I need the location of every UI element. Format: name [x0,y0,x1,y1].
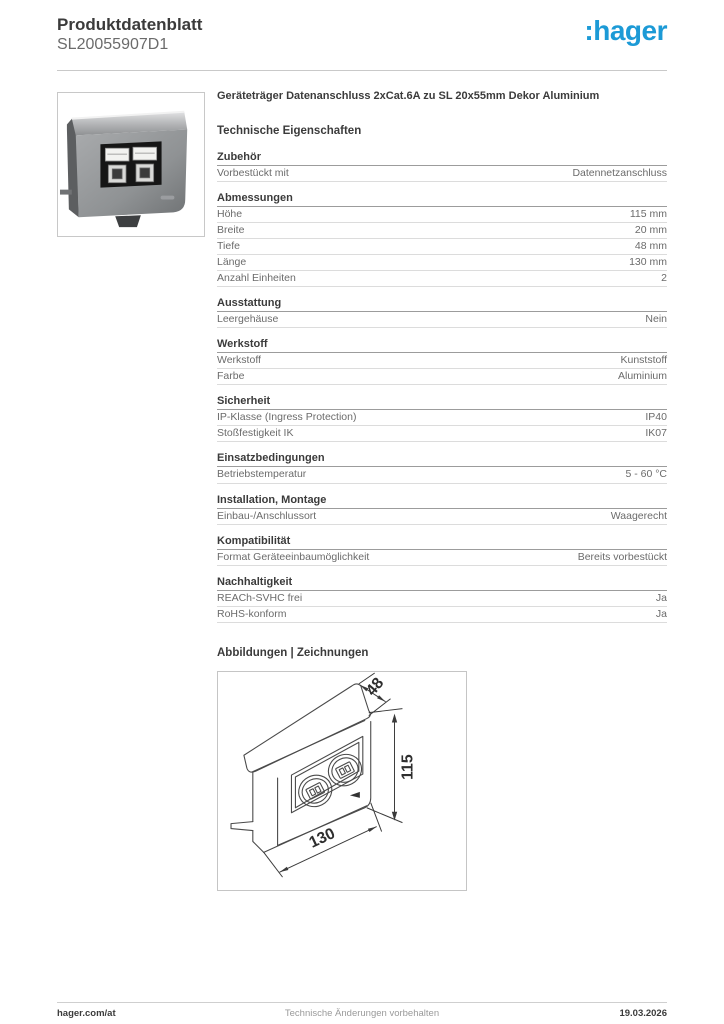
spec-label: Betriebstemperatur [217,468,307,481]
spec-section [217,395,667,442]
spec-section [217,576,667,623]
spec-value: 20 mm [634,223,667,236]
spec-section [217,297,667,328]
specs-heading: Technische Eigenschaften [217,124,362,137]
spec-label: Vorbestückt mit [217,166,289,179]
spec-rows [217,207,667,287]
spec-section [217,151,667,182]
spec-section-title: Zubehör [217,151,667,166]
spec-row [217,223,667,239]
spec-rows [217,591,667,623]
spec-row [217,353,667,369]
spec-row [217,426,667,442]
spec-label: Länge [217,256,247,268]
spec-section-title: Installation, Montage [217,494,667,509]
hager-logo: :hager [584,15,667,46]
spec-row [217,410,667,426]
spec-label: Farbe [217,370,245,383]
spec-value: Ja [655,607,667,620]
spec-row [217,467,667,483]
spec-section-title: Kompatibilität [217,535,667,550]
spec-value: Datennetzanschluss [572,166,667,179]
spec-value: Waagerecht [610,509,667,522]
spec-section-title: Werkstoff [217,338,667,353]
dimension-height-label: 115 [399,754,417,780]
spec-section [217,192,667,287]
dimension-depth-label: 48 [363,674,388,700]
spec-label: Werkstoff [217,354,261,367]
spec-value: 5 - 60 °C [625,468,667,481]
spec-row [217,207,667,223]
spec-label: Leergehäuse [217,313,279,326]
spec-section-title: Ausstattung [217,297,667,312]
technical-drawing [217,671,467,891]
spec-label: Format Geräteeinbaumöglichkeit [217,550,370,563]
header-divider [57,70,667,71]
spec-row [217,166,667,182]
spec-row [217,591,667,607]
spec-label: IP-Klasse (Ingress Protection) [217,411,357,424]
product-code: SL20055907D1 [57,36,169,54]
spec-value: Nein [645,313,667,326]
footer-divider [57,1002,667,1003]
spec-label: Stoßfestigkeit IK [217,427,294,440]
footer-website: hager.com/at [57,1008,116,1019]
spec-value: IK07 [645,427,667,440]
spec-label: REACh-SVHC frei [217,591,303,604]
spec-section [217,494,667,525]
spec-label: Anzahl Einheiten [217,272,296,285]
document-title: Produktdatenblatt [57,15,203,34]
spec-label: RoHS-konform [217,607,287,620]
spec-section [217,535,667,566]
spec-row [217,271,667,287]
spec-row [217,607,667,623]
dimension-length-label: 130 [306,824,338,852]
spec-rows [217,312,667,328]
spec-row [217,239,667,255]
spec-row [217,509,667,525]
spec-value: 48 mm [634,239,667,252]
header [57,15,667,55]
spec-value: 130 mm [629,256,667,268]
spec-rows [217,467,667,483]
spec-value: Kunststoff [620,354,667,367]
spec-section-title: Abmessungen [217,192,667,207]
product-name: Geräteträger Datenanschluss 2xCat.6A zu SL 20x55mm Dekor Aluminium [217,90,600,102]
spec-row [217,312,667,328]
spec-value: Bereits vorbestückt [577,550,667,563]
spec-rows [217,410,667,442]
spec-value: 115 mm [629,207,667,220]
spec-section [217,452,667,483]
content-column [217,90,667,891]
product-photo [57,92,205,237]
spec-value: IP40 [645,411,667,424]
spec-label: Höhe [217,207,243,220]
footer [57,1008,667,1022]
spec-section [217,338,667,385]
spec-section-title: Sicherheit [217,395,667,410]
product-photo-image [58,93,204,236]
spec-rows [217,550,667,566]
spec-value: Ja [655,591,667,604]
spec-label: Tiefe [217,239,240,252]
drawings-heading: Abbildungen | Zeichnungen [217,646,369,659]
spec-sections [217,151,667,623]
spec-rows [217,166,667,182]
spec-value: 2 [661,272,667,285]
spec-section-title: Einsatzbedingungen [217,452,667,467]
spec-row [217,369,667,385]
spec-label: Breite [217,223,245,236]
footer-date: 19.03.2026 [619,1008,667,1019]
footer-notice: Technische Änderungen vorbehalten [284,1008,440,1019]
spec-row [217,550,667,566]
spec-rows [217,509,667,525]
spec-row [217,255,667,271]
spec-label: Einbau-/Anschlussort [217,509,317,522]
spec-section-title: Nachhaltigkeit [217,576,667,591]
spec-value: Aluminium [617,370,667,383]
spec-rows [217,353,667,385]
